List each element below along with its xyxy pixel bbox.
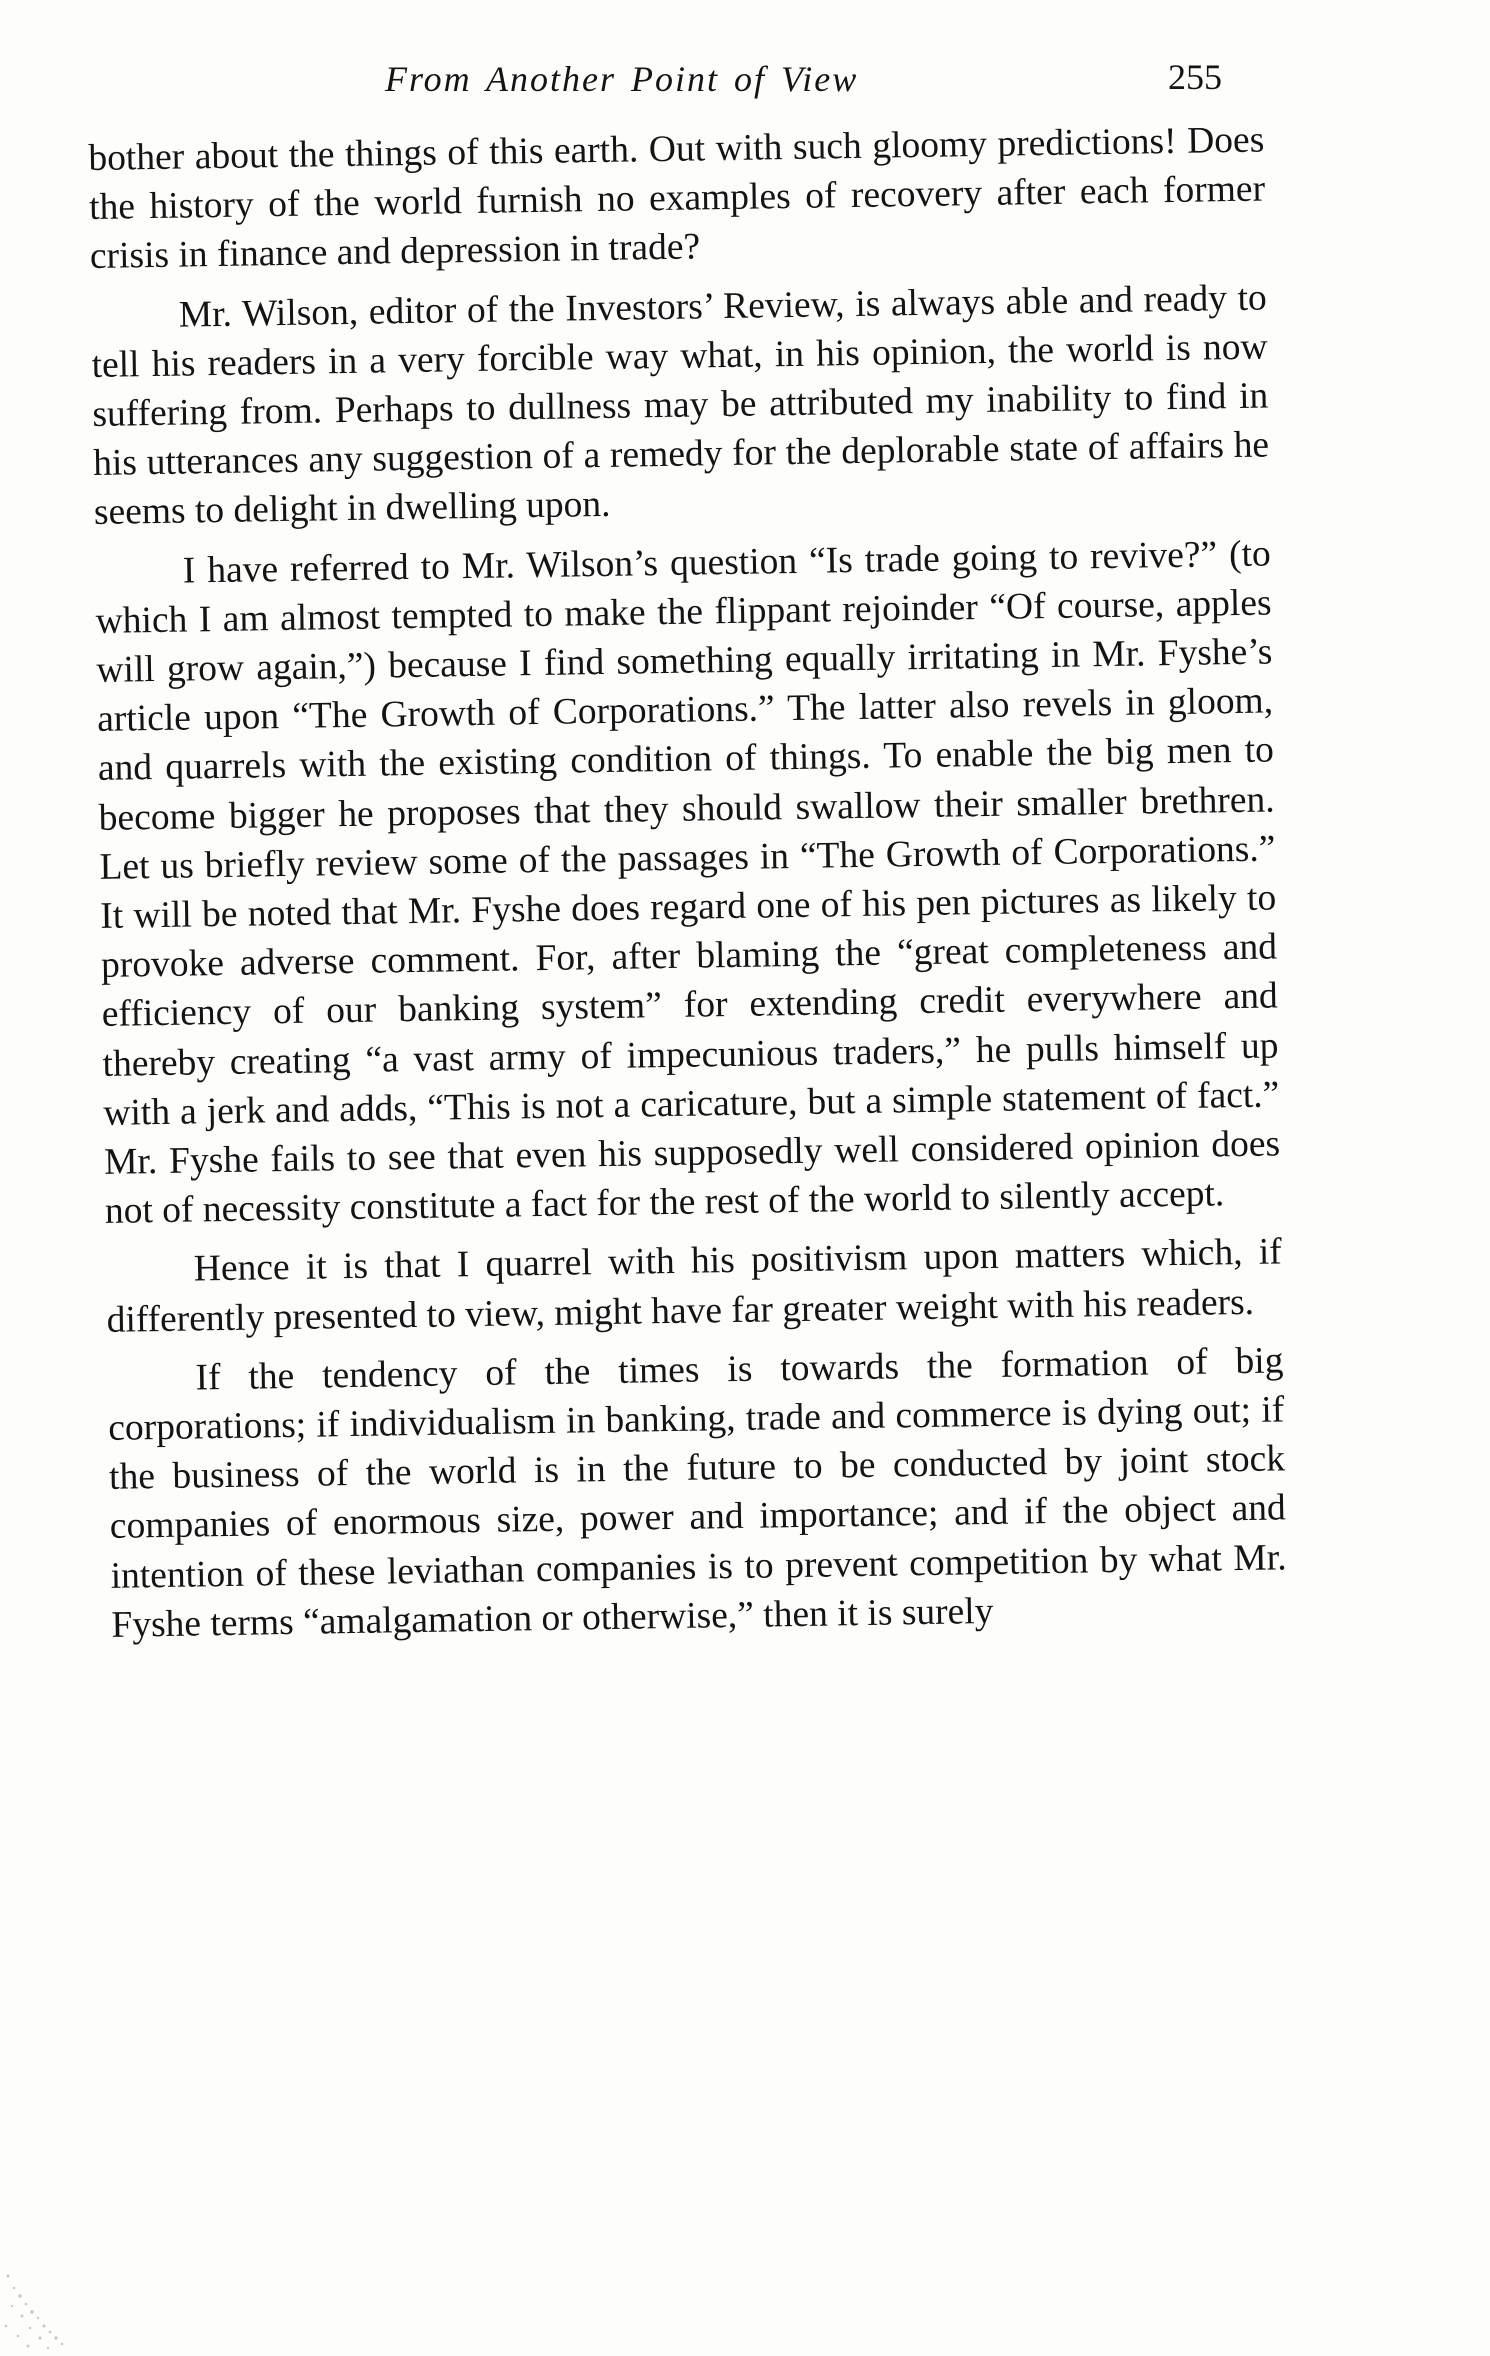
- paragraph-1: bother about the things of this earth. Out with such gloomy predictions! Does the history of the world furnish no examples of recovery after each former crisis in finance and depression in trade?: [88, 119, 1266, 278]
- page-number: 255: [1168, 57, 1222, 97]
- paragraph-5: If the tendency of the times is towards the formation of big corporations; if individualism in banking, trade and commerce is dying out; if the business of the world is in the future to be conducted by joint stock companies of enormous size, power and importance; and if the object and intention of these leviathan companies is to prevent competition by what Mr. Fyshe terms “amalgamation or otherwise,” then it is surely: [108, 1340, 1287, 1646]
- running-head: [90, 58, 1270, 118]
- paragraph-3: I have referred to Mr. Wilson’s question “Is trade going to revive?” (to which I am almost tempted to make the flippant rejoinder “Of course, apples will grow again,”) because I find something equally irritating in Mr. Fyshe’s article upon “The Growth of Corporations.” The latter also revels in gloom, and quarrels with the existing condition of things. To enable the big men to become bigger he proposes that they should swallow their smaller brethren. Let us briefly review some of the passages in “The Growth of Corporations.” It will be noted that Mr. Fyshe does regard one of his pen pictures as likely to provoke adverse comment. For, after blaming the “great completeness and efficiency of our banking system” for extending credit everywhere and thereby creating “a vast army of impecunious traders,” he pulls himself up with a jerk and adds, “This is not a caricature, but a simple statement of fact.” Mr. Fyshe fails to see that even his supposedly well considered opinion does not of necessity constitute a fact for the rest of the world to silently accept.: [95, 533, 1281, 1233]
- scan-smudge: [0, 2246, 110, 2356]
- running-title: From Another Point of View: [385, 59, 859, 99]
- paragraph-2: Mr. Wilson, editor of the Investors’ Review, is always able and ready to tell his readers in a very forcible way what, in his opinion, the world is now suffering from. Perhaps to dullness may be attributed my inability to find in his utterances any suggestion of a remedy for the deplorable state of affairs he seems to delight in dwelling upon.: [91, 277, 1270, 534]
- body-text: [88, 116, 1288, 1660]
- paragraph-4: Hence it is that I quarrel with his positivism upon matters which, if differently presented to view, might have far greater weight with his readers.: [106, 1231, 1283, 1341]
